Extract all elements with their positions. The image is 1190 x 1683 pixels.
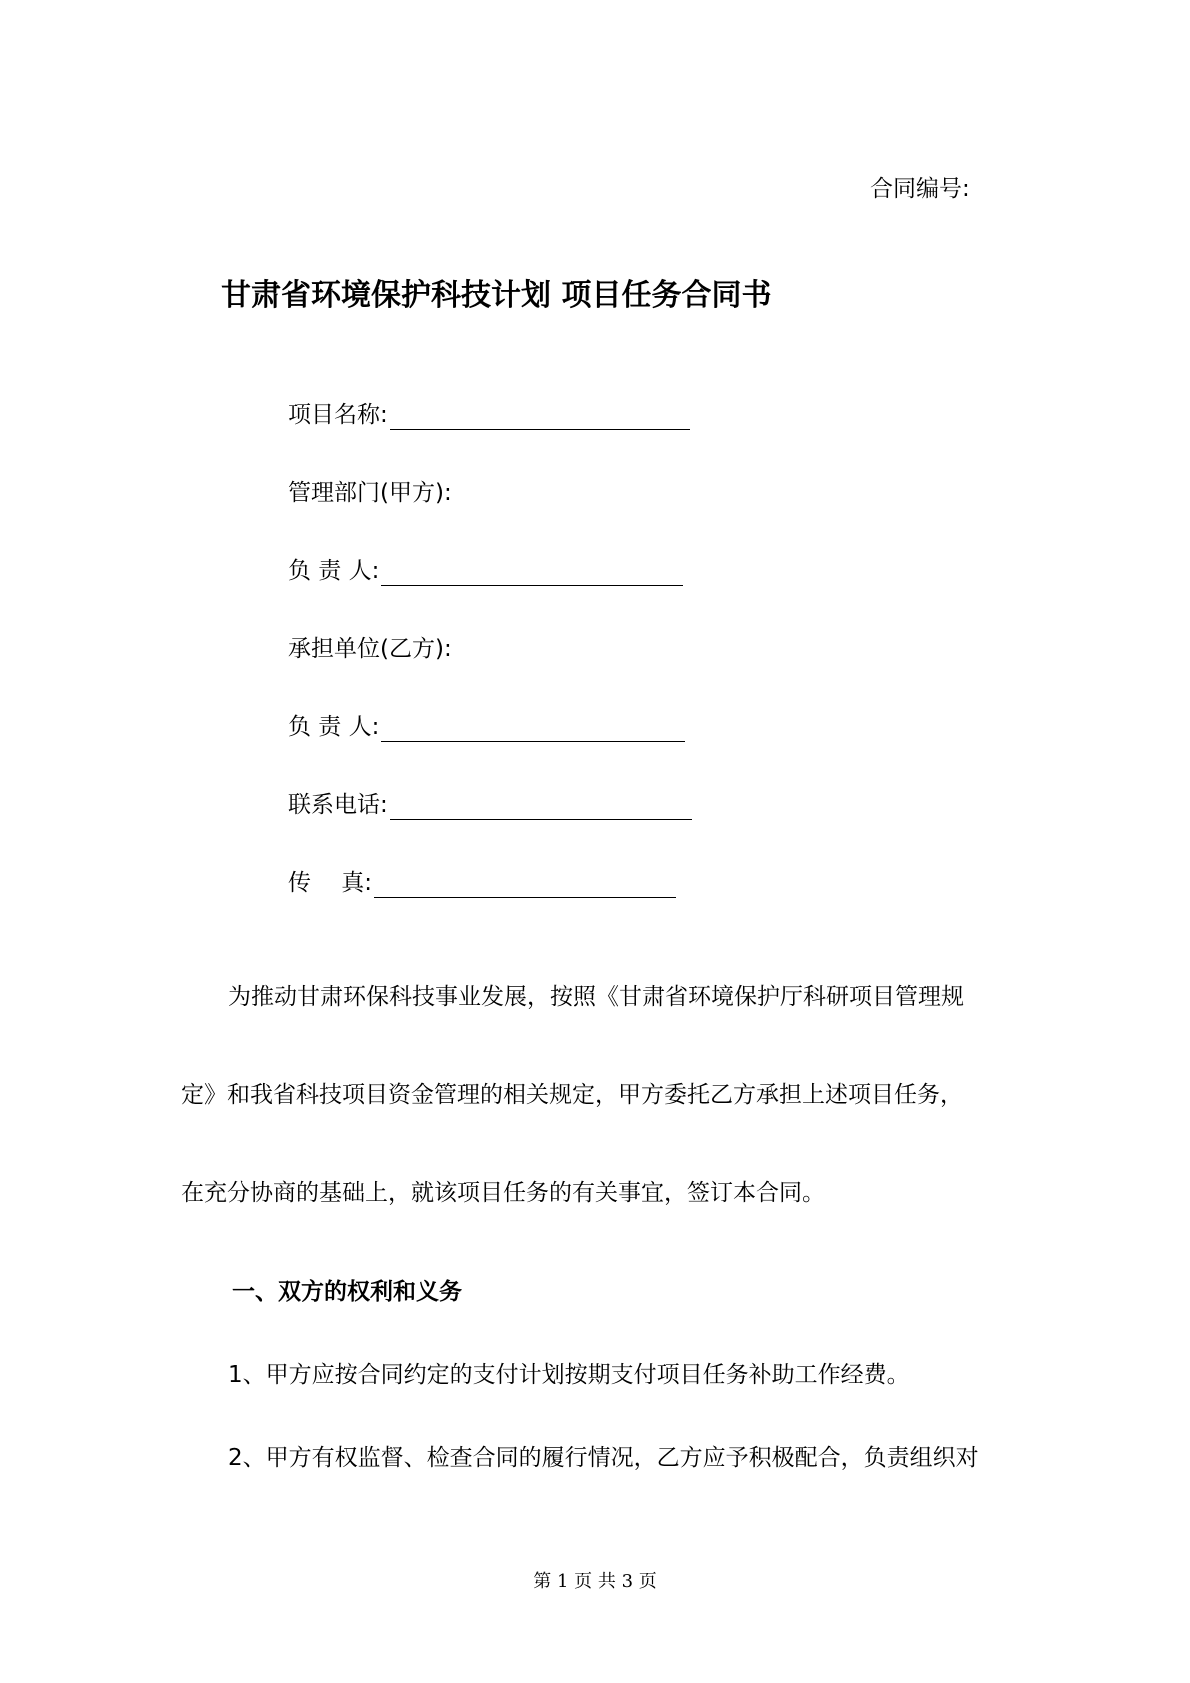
blank-line [374, 873, 676, 898]
intro-line-2: 定》和我省科技项目资金管理的相关规定，甲方委托乙方承担上述项目任务， [181, 1082, 963, 1108]
field-responsible-person-a [288, 556, 683, 586]
field-label: 负 责 人: [288, 558, 380, 584]
blank-line [381, 717, 685, 742]
field-label: 联系电话: [288, 792, 388, 818]
field-label: 负 责 人: [288, 714, 380, 740]
contract-number-label: 合同编号: [870, 176, 970, 202]
field-project-name [288, 400, 690, 430]
field-contact-phone [288, 790, 692, 820]
field-fax [288, 868, 676, 898]
field-responsible-person-b [288, 712, 685, 742]
field-label: 管理部门(甲方): [288, 480, 452, 506]
intro-line-3: 在充分协商的基础上，就该项目任务的有关事宜，签订本合同。 [181, 1180, 825, 1206]
field-label: 项目名称: [288, 402, 388, 428]
field-label: 承担单位(乙方): [288, 636, 452, 662]
blank-line [390, 795, 692, 820]
section-heading-rights-obligations: 一、双方的权利和义务 [232, 1279, 462, 1305]
document-title: 甘肃省环境保护科技计划 项目任务合同书 [221, 278, 772, 313]
field-management-dept [288, 478, 452, 508]
clause-item-2: 2、甲方有权监督、检查合同的履行情况，乙方应予积极配合，负责组织对 [228, 1445, 979, 1471]
clause-item-1: 1、甲方应按合同约定的支付计划按期支付项目任务补助工作经费。 [228, 1362, 910, 1388]
blank-line [381, 561, 683, 586]
field-label: 传 真: [288, 870, 373, 896]
blank-line [390, 405, 690, 430]
intro-line-1: 为推动甘肃环保科技事业发展，按照《甘肃省环境保护厅科研项目管理规 [228, 984, 964, 1010]
field-undertaking-unit [288, 634, 452, 664]
page-footer: 第 1 页 共 3 页 [533, 1571, 657, 1592]
